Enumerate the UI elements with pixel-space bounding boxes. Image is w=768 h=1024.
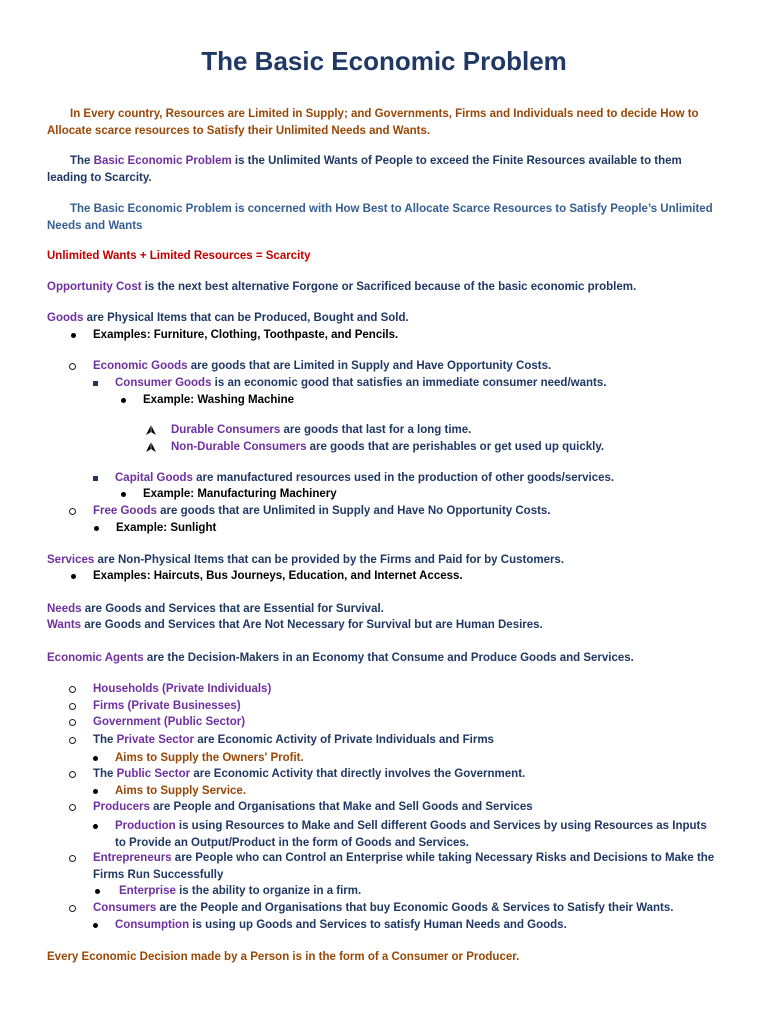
hollow-bullet-icon	[69, 737, 76, 744]
opportunity-cost-line	[47, 279, 636, 296]
services-line	[47, 552, 564, 569]
private-sector-aim-item	[115, 750, 304, 767]
concern-text: The Basic Economic Problem is concerned with How Best to Allocate Scarce Resources to Satisfy People’s Unlimited Needs and Wants	[47, 203, 713, 232]
producers-item	[93, 799, 533, 816]
goods-examples-text: Examples: Furniture, Clothing, Toothpaste, and Pencils.	[93, 329, 399, 341]
enterprise-text: is the ability to organize in a firm.	[175, 885, 362, 897]
entrepreneurs-term: Entrepreneurs	[93, 852, 172, 864]
private-sector-text: are Economic Activity of Private Individuals and Firms	[194, 734, 494, 746]
definition-prefix: The	[70, 155, 94, 167]
bullet-icon	[71, 574, 76, 579]
intro-paragraph	[47, 106, 720, 139]
free-goods-term: Free Goods	[93, 505, 157, 517]
economic-goods-item	[93, 358, 551, 375]
consumer-goods-example-item	[143, 392, 294, 409]
conclusion-text: Every Economic Decision made by a Person is in the form of a Consumer or Producer.	[47, 951, 520, 963]
wants-line	[47, 617, 543, 634]
non-durable-consumers-item	[171, 439, 604, 456]
government-text: Government (Public Sector)	[93, 716, 246, 728]
hollow-bullet-icon	[69, 771, 76, 778]
consumption-item	[115, 917, 567, 934]
bullet-icon	[121, 492, 126, 497]
hollow-bullet-icon	[69, 703, 76, 710]
bullet-icon	[93, 824, 98, 829]
public-sector-aim-text: Aims to Supply Service.	[115, 785, 247, 797]
private-sector-aim-text: Aims to Supply the Owners' Profit.	[115, 752, 304, 764]
services-examples-item	[93, 568, 463, 585]
intro-text: In Every country, Resources are Limited in Supply; and Governments, Firms and Individuals need to decide How to Allocate scarce resources to Satisfy their Unlimited Needs and Wants.	[47, 108, 699, 137]
non-durable-consumers-term: Non-Durable Consumers	[171, 441, 307, 453]
opportunity-cost-text: is the next best alternative Forgone or Sacrificed because of the basic economic problem.	[141, 281, 637, 293]
wants-term: Wants	[47, 619, 82, 631]
bullet-icon	[94, 526, 99, 531]
economic-agents-term: Economic Agents	[47, 652, 144, 664]
economic-agents-line	[47, 650, 634, 667]
production-item	[115, 818, 720, 851]
free-goods-example-item	[116, 520, 216, 537]
public-sector-text: are Economic Activity that directly involves the Government.	[190, 768, 526, 780]
concern-paragraph	[47, 201, 720, 234]
public-sector-aim-item	[115, 783, 246, 800]
free-goods-text: are goods that are Unlimited in Supply and Have No Opportunity Costs.	[156, 505, 551, 517]
needs-term: Needs	[47, 603, 82, 615]
consumer-goods-item	[115, 375, 606, 392]
enterprise-item	[119, 883, 361, 900]
public-sector-term: Public Sector	[116, 768, 191, 780]
producers-text: are People and Organisations that Make and Sell Goods and Services	[149, 801, 533, 813]
durable-consumers-item	[171, 422, 471, 439]
goods-line	[47, 310, 409, 327]
opportunity-cost-term: Opportunity Cost	[47, 281, 142, 293]
economic-agents-text: are the Decision-Makers in an Economy that Consume and Produce Goods and Services.	[143, 652, 634, 664]
bullet-icon	[93, 756, 98, 761]
capital-goods-example-item	[143, 486, 337, 503]
households-item	[93, 681, 271, 698]
hollow-bullet-icon	[69, 508, 76, 515]
definition-paragraph	[47, 153, 720, 186]
consumers-item	[93, 900, 673, 917]
households-text: Households (Private Individuals)	[93, 683, 272, 695]
economic-goods-term: Economic Goods	[93, 360, 188, 372]
capital-goods-text: are manufactured resources used in the production of other goods/services.	[192, 472, 615, 484]
wants-text: are Goods and Services that Are Not Necessary for Survival but are Human Desires.	[81, 619, 543, 631]
hollow-bullet-icon	[69, 855, 76, 862]
definition-text: is the Unlimited Wants of People to exceed the Finite Resources available to them leading to Scarcity.	[47, 155, 682, 184]
capital-goods-term: Capital Goods	[115, 472, 193, 484]
consumer-goods-example-text: Example: Washing Machine	[143, 394, 295, 406]
arrowhead-bullet-icon	[146, 442, 156, 452]
durable-consumers-text: are goods that last for a long time.	[280, 424, 472, 436]
consumers-text: are the People and Organisations that buy Economic Goods & Services to Satisfy their Wants.	[156, 902, 674, 914]
durable-consumers-term: Durable Consumers	[171, 424, 281, 436]
equation-text: Unlimited Wants + Limited Resources = Scarcity	[47, 250, 311, 262]
public-sector-item	[93, 766, 525, 783]
goods-term: Goods	[47, 312, 84, 324]
bullet-icon	[93, 789, 98, 794]
economic-goods-text: are goods that are Limited in Supply and Have Opportunity Costs.	[187, 360, 552, 372]
square-bullet-icon	[93, 476, 98, 481]
free-goods-example-text: Example: Sunlight	[116, 522, 217, 534]
bullet-icon	[95, 889, 100, 894]
hollow-bullet-icon	[69, 804, 76, 811]
hollow-bullet-icon	[69, 363, 76, 370]
page-title: The Basic Economic Problem	[201, 46, 567, 76]
arrowhead-bullet-icon	[146, 425, 156, 435]
production-text: is using Resources to Make and Sell different Goods and Services by using Resources as Inputs to Provide an Output/Product in the form of Goods and Services.	[115, 820, 707, 849]
private-sector-item	[93, 732, 494, 749]
services-examples-text: Examples: Haircuts, Bus Journeys, Education, and Internet Access.	[93, 570, 463, 582]
private-sector-term: Private Sector	[116, 734, 194, 746]
bullet-icon	[121, 398, 126, 403]
entrepreneurs-item	[93, 850, 720, 883]
hollow-bullet-icon	[69, 719, 76, 726]
definition-term: Basic Economic Problem	[93, 155, 232, 167]
services-text: are Non-Physical Items that can be provided by the Firms and Paid for by Customers.	[94, 554, 565, 566]
goods-text: are Physical Items that can be Produced, Bought and Sold.	[83, 312, 409, 324]
firms-item	[93, 698, 241, 715]
bullet-icon	[93, 923, 98, 928]
public-sector-prefix: The	[93, 768, 117, 780]
square-bullet-icon	[93, 381, 98, 386]
capital-goods-example-text: Example: Manufacturing Machinery	[143, 488, 337, 500]
services-term: Services	[47, 554, 95, 566]
non-durable-consumers-text: are goods that are perishables or get used up quickly.	[306, 441, 605, 453]
consumption-term: Consumption	[115, 919, 190, 931]
conclusion-line	[47, 949, 519, 966]
government-item	[93, 714, 245, 731]
enterprise-term: Enterprise	[119, 885, 176, 897]
needs-text: are Goods and Services that are Essential for Survival.	[81, 603, 384, 615]
firms-text: Firms (Private Businesses)	[93, 700, 241, 712]
bullet-icon	[71, 333, 76, 338]
producers-term: Producers	[93, 801, 150, 813]
entrepreneurs-text: are People who can Control an Enterprise while taking Necessary Risks and Decisions to Make the Firms Run Successfully	[93, 852, 715, 881]
hollow-bullet-icon	[69, 905, 76, 912]
hollow-bullet-icon	[69, 686, 76, 693]
consumer-goods-text: is an economic good that satisfies an immediate consumer need/wants.	[211, 377, 607, 389]
consumers-term: Consumers	[93, 902, 157, 914]
scarcity-equation	[47, 248, 311, 265]
needs-line	[47, 601, 384, 618]
private-sector-prefix: The	[93, 734, 117, 746]
free-goods-item	[93, 503, 551, 520]
capital-goods-item	[115, 470, 614, 487]
consumer-goods-term: Consumer Goods	[115, 377, 212, 389]
production-term: Production	[115, 820, 176, 832]
consumption-text: is using up Goods and Services to satisfy Human Needs and Goods.	[189, 919, 567, 931]
goods-examples-item	[93, 327, 398, 344]
